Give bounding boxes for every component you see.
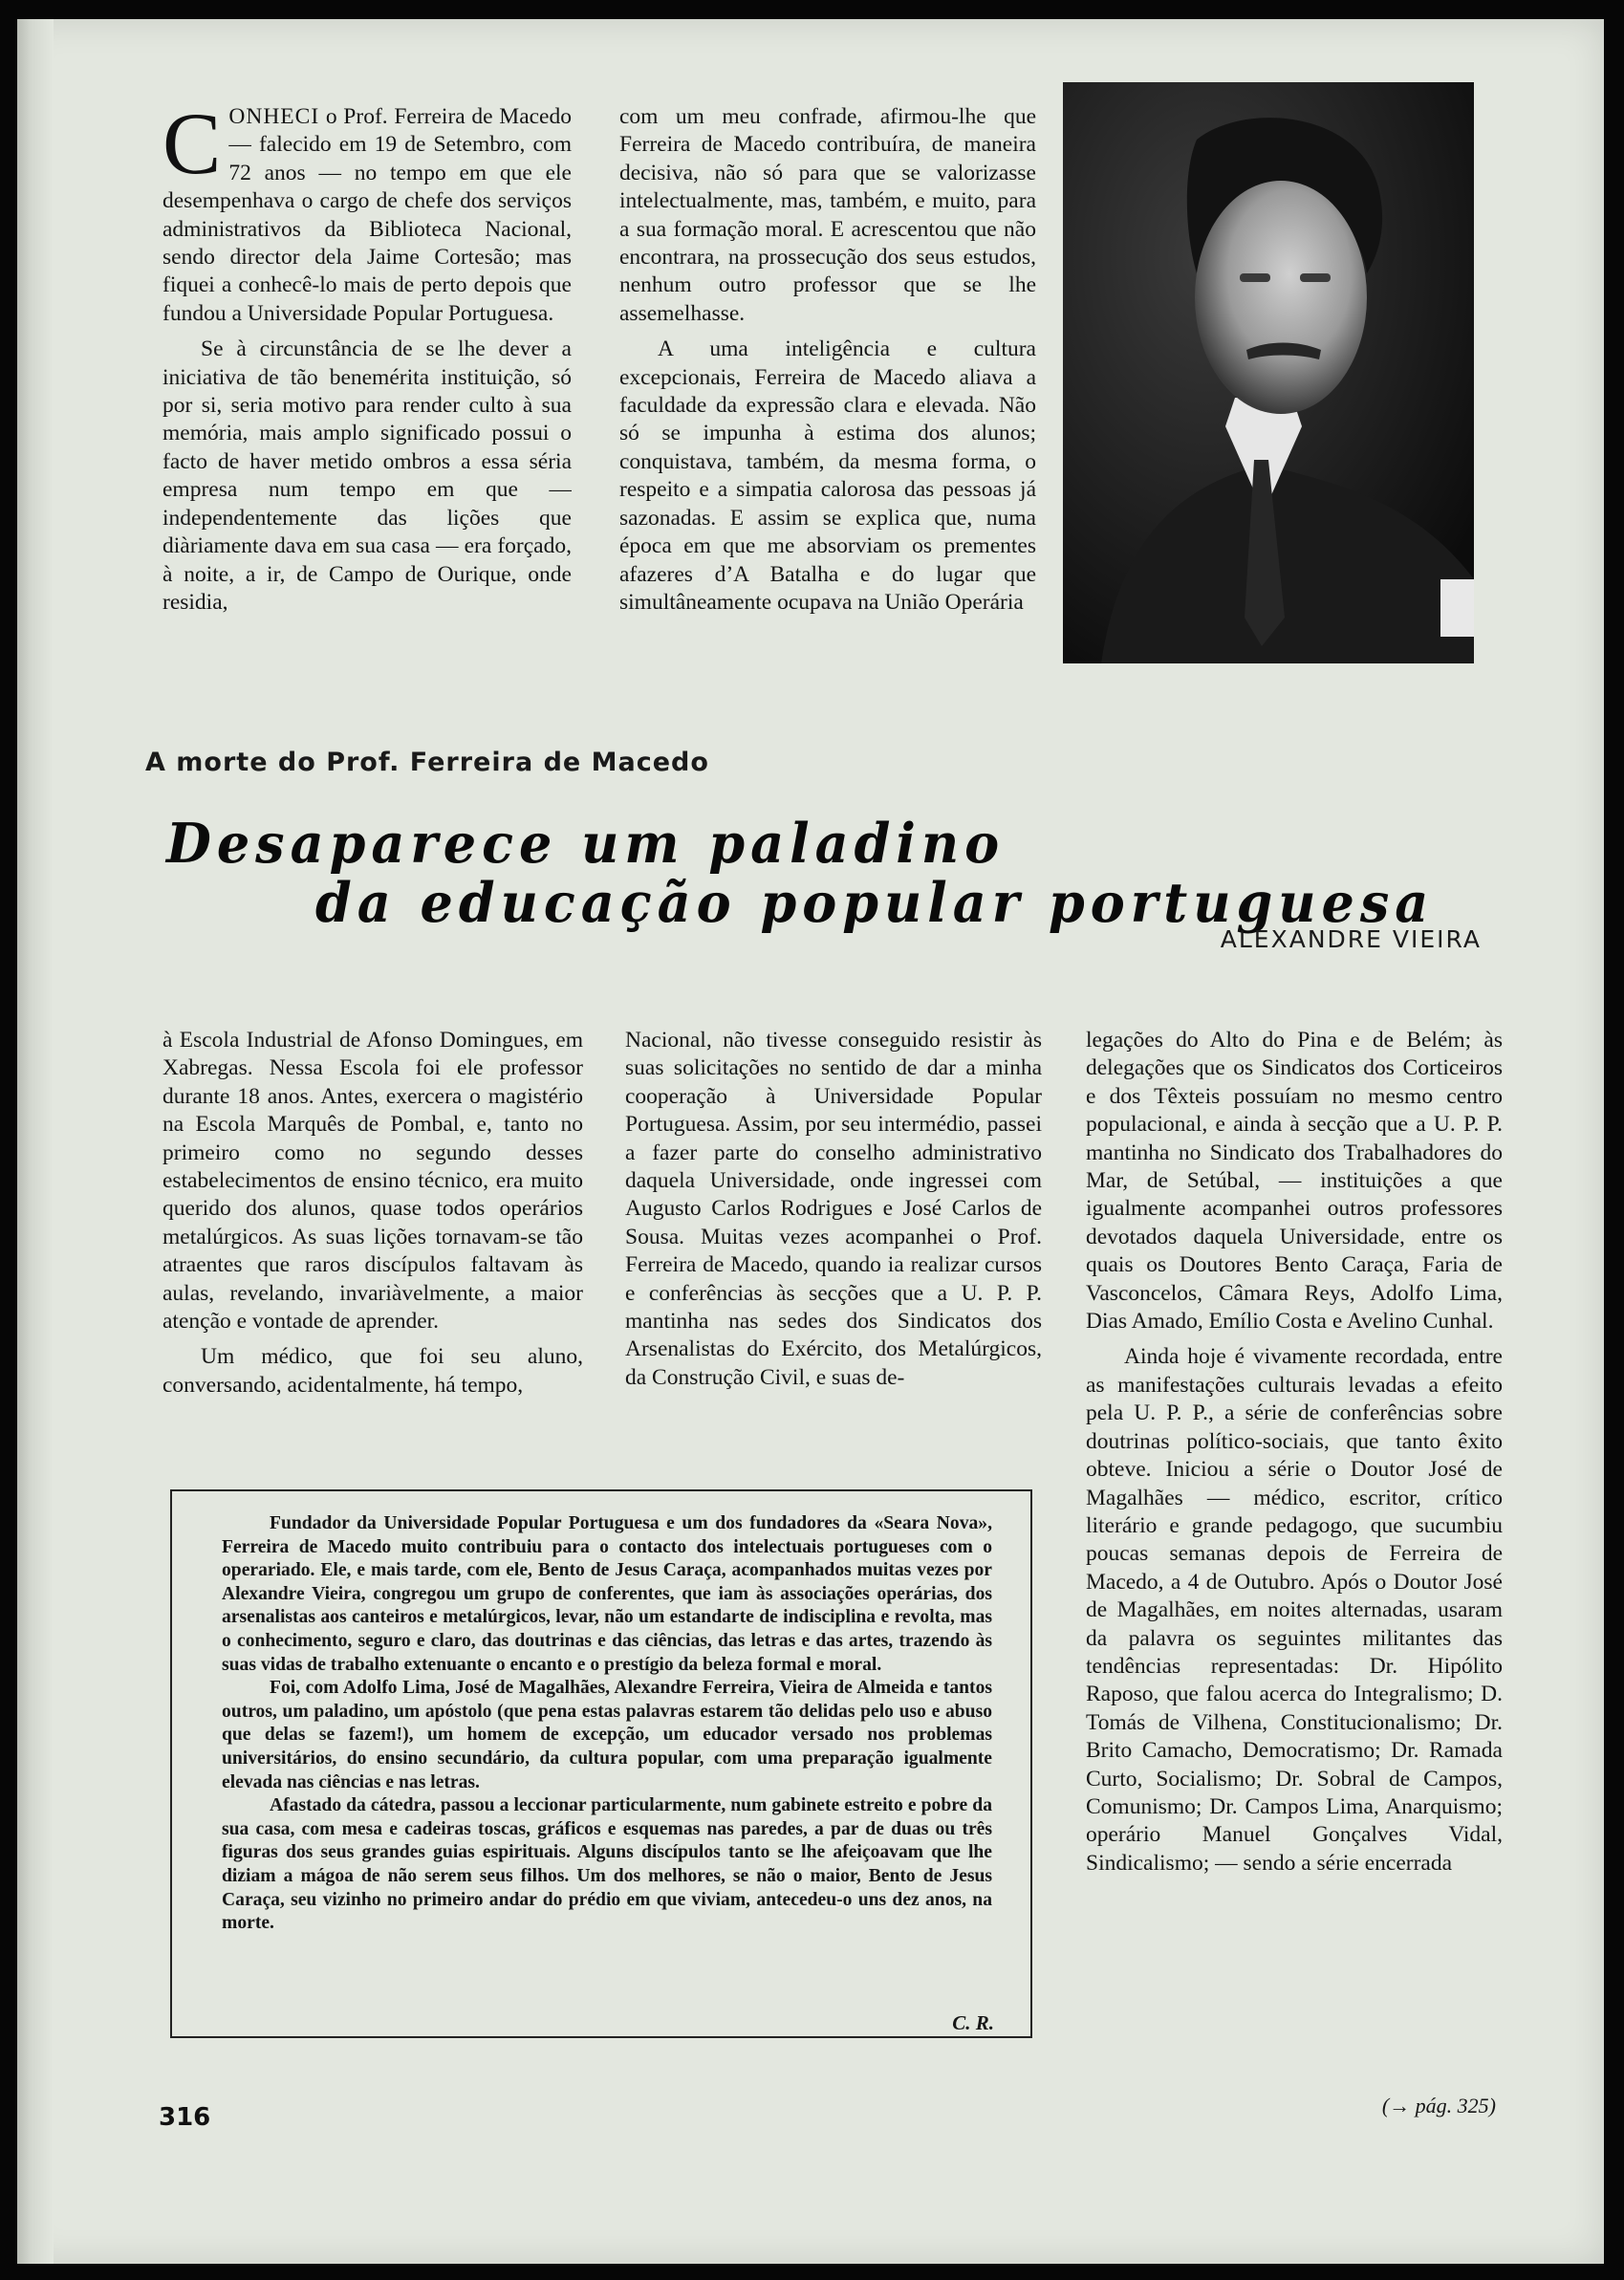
body-column-2 xyxy=(625,1027,1042,1476)
intro-paragraph-3: com um meu confrade, afirmou-lhe que Ferreira de Macedo contribuíra, de maneira decisiva, não só para que se valorizasse intelectualmente, mas, também, e muito, para a sua formação moral. E acrescentou que não encontrara, na prossecução dos seus estudos, nenhum outro professor que se lhe assemelhasse. xyxy=(619,104,1036,326)
headline-line-2: da educação popular portuguesa xyxy=(315,870,1435,935)
sidebar-paragraph-2: Foi, com Adolfo Lima, José de Magalhães, Alexandre Ferreira, Vieira de Almeida e tantos outros, um paladino, um apóstolo (que pena estas palavras estarem tão delidas pelo uso e abuso que delas se fazem!), um homem de excepção, um educador versado nos problemas universitários, do ensino secundário, da cultura popular, com uma preparação igualmente elevada nas ciências e nas letras. xyxy=(222,1678,992,1792)
drop-cap: C xyxy=(162,103,222,192)
body-column-3-paragraph-2: Ainda hoje é vivamente recordada, entre as manifestações culturais levadas a efeito pela U. P. P., a série de conferências sobre doutrinas político-sociais, que tanto êxito obteve. Iniciou a série o Doutor José de Magalhães — médico, escritor, crítico literário e grande pedagogo, que sucumbiu poucas semanas depois de Ferreira de Macedo, a 4 de Outubro. Após o Doutor José de Magalhães, em noites alternadas, usaram da palavra os seguintes militantes das tendências representadas: Dr. Hipólito Raposo, que falou acerca do Integralismo; D. Tomás de Vilhena, Constitucionalismo; Dr. Brito Camacho, Democratismo; Dr. Ramada Curto, Socialismo; Dr. Sobral de Campos, Comunismo; Dr. Campos Lima, Anarquismo; operário Manuel Gonçalves Vidal, Sindicalismo; — sendo a série encerrada xyxy=(1086,1344,1503,1876)
intro-column-2 xyxy=(619,103,1036,696)
body-column-3-paragraph-1: legações do Alto do Pina e de Belém; às delegações que os Sindicatos dos Corticeiros e dos Têxteis possuíam no mesmo centro populacional, e ainda à secção que a U. P. P. mantinha no Sindicato dos Trabalhadores do Mar, de Setúbal, — instituições a que igualmente acompanhei outros professores devotados daquela Universidade, entre os quais os Doutores Bento Caraça, Faria de Vasconcelos, Câmara Reys, Adolfo Lima, Dias Amado, Emílio Costa e Avelino Cunhal. xyxy=(1086,1028,1503,1335)
portrait-icon xyxy=(1063,82,1474,663)
body-column-1 xyxy=(162,1027,583,1476)
intro-paragraph-1-text: o Prof. Ferreira de Macedo — falecido em 19 de Setembro, com 72 anos — no tempo em que ele desempenhava o cargo de chefe dos serviços administrativos da Biblioteca Nacional, sendo director dela Jaime Cortesão; mas fiquei a conhecê-lo mais de perto depois que fundou a Universidade Popular Portuguesa. xyxy=(162,104,572,326)
intro-column-1 xyxy=(162,103,572,696)
sidebar-signature: C. R. xyxy=(952,2011,994,2034)
body-column-3 xyxy=(1086,1027,1503,2088)
intro-paragraph-4: A uma inteligência e cultura excepcionais, Ferreira de Macedo aliava a faculdade da expressão clara e elevada. Não só se impunha à estima dos alunos; conquistava, também, da mesma forma, o respeito e a simpatia calorosa das pessoas já sazonadas. E assim se explica que, numa época em que me absorviam os prementes afazeres d’A Batalha e do lugar que simultâneamente ocupava na União Operária xyxy=(619,337,1036,615)
page-number: 316 xyxy=(159,2103,211,2132)
sidebar-paragraph-1: Fundador da Universidade Popular Portuguesa e um dos fundadores da «Seara Nova», Ferreira de Macedo muito contribuiu para o contacto dos intelectuais portugueses com o operariado. Ele, e mais tarde, com ele, Bento de Jesus Caraça, acompanhados muitas vezes por Alexandre Vieira, congregou um grupo de conferentes, que iam às associações operárias, dos arsenalistas aos canteiros e metalúrgicos, levar, não um estandarte de indisciplina e revolta, mas o conhecimento, seguro e claro, das doutrinas e das ciências, das letras e das artes, trazendo às suas vidas de trabalho extenuante o encanto e o prestígio da beleza formal e moral. xyxy=(222,1513,992,1675)
portrait-photo xyxy=(1063,82,1474,663)
byline: ALEXANDRE VIEIRA xyxy=(1220,925,1482,953)
body-column-1-paragraph-2: Um médico, que foi seu aluno, conversando, acidentalmente, há tempo, xyxy=(162,1344,583,1398)
body-column-2-paragraph-1: Nacional, não tivesse conseguido resistir às suas solicitações no sentido de dar a minha cooperação à Universidade Popular Portuguesa. Assim, por seu intermédio, passei a fazer parte do conselho administrativo daquela Universidade, onde ingressei com Augusto Carlos Rodrigues e José Carlos de Sousa. Muitas vezes acompanhei o Prof. Ferreira de Macedo, quando ia realizar cursos e conferências às secções que a U. P. P. mantinha nas sedes dos Sindicatos dos Arsenalistas do Exército, dos Metalúrgicos, da Construção Civil, e suas de- xyxy=(625,1028,1042,1390)
sidebar-paragraph-3: Afastado da cátedra, passou a leccionar particularmente, num gabinete estreito e pobre da sua casa, com mesa e cadeiras toscas, gráficos e esquemas nas paredes, a par de duas ou três figuras dos seus grandes guias espirituais. Alguns discípulos tanto se lhe afeiçoavam que lhe diziam a mágoa de não serem seus filhos. Um dos melhores, se não o maior, Bento de Jesus Caraça, seu vizinho no primeiro andar do prédio em que viviam, antecedeu-o uns dez anos, na morte. xyxy=(222,1795,992,1934)
body-column-1-paragraph-1: à Escola Industrial de Afonso Domingues, em Xabregas. Nessa Escola foi ele professor durante 18 anos. Antes, exercera o magistério na Escola Marquês de Pombal, e, tanto no primeiro como no segundo desses estabelecimentos de ensino técnico, era muito querido dos alunos, quase todos operários metalúrgicos. As suas lições tornavam-se tão atraentes que raros discípulos faltavam às aulas, revelando, invariàvelmente, a maior atenção e vontade de aprender. xyxy=(162,1028,583,1335)
intro-paragraph-2: Se à circunstância de se lhe dever a iniciativa de tão benemérita instituição, só por si, seria motivo para render culto à sua memória, mais amplo significado possui o facto de haver metido ombros a essa séria empresa num tempo em que — independentemente das lições que diàriamente dava em sua casa — era forçado, à noite, a ir, de Campo de Ourique, onde residia, xyxy=(162,337,572,615)
intro-paragraph-1 xyxy=(162,103,572,328)
headline-line-1: Desaparece um paladino xyxy=(166,811,1006,876)
continued-reference: (→ pág. 325) xyxy=(1381,2094,1496,2117)
article-kicker: A morte do Prof. Ferreira de Macedo xyxy=(145,748,709,777)
sidebar-box-text xyxy=(222,1512,992,1936)
intro-first-word: ONHECI xyxy=(228,104,320,129)
